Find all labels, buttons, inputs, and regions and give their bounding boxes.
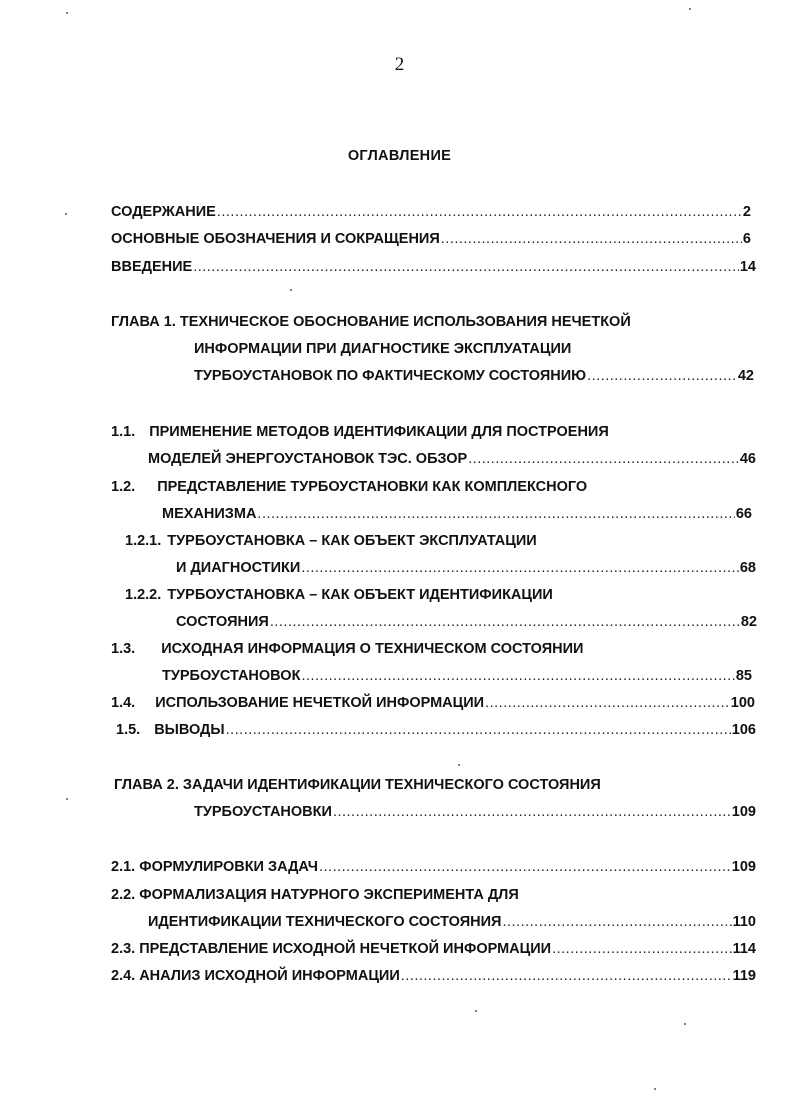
section-1-2-2-line2[interactable] [176,612,757,632]
section-number: 1.2.1. [125,533,162,549]
page-number: 2 [394,54,405,75]
section-1-2-1-line1[interactable] [125,531,751,551]
toc-leader-dots [587,366,737,386]
section-1-1-line2[interactable] [148,449,756,469]
toc-entry-page: 14 [739,259,756,275]
toc-entry-page: 2 [742,204,751,220]
toc-entry-page: 119 [732,968,756,984]
toc-leader-dots [485,693,730,713]
section-label: СОСТОЯНИЯ [176,614,269,630]
toc-leader-dots [193,257,739,277]
section-label: МОДЕЛЕЙ ЭНЕРГОУСТАНОВОК ТЭС. ОБЗОР [148,451,468,467]
scan-speck [66,798,68,800]
scan-speck [689,8,691,10]
toc-leader-dots [257,504,734,524]
toc-entry-page: 106 [731,722,756,738]
section-1-5[interactable] [116,720,756,740]
toc-entry-page: 109 [731,859,756,875]
toc-entry-label: ВВЕДЕНИЕ [111,259,193,275]
toc-entry-page: 68 [739,560,756,576]
scan-speck [458,764,460,766]
section-label: ТУРБОУСТАНОВКА – КАК ОБЪЕКТ ЭКСПЛУАТАЦИИ [167,533,537,549]
section-number: 1.4. [111,695,136,711]
section-2-3[interactable] [111,939,756,959]
toc-entry-label: ОСНОВНЫЕ ОБОЗНАЧЕНИЯ И СОКРАЩЕНИЯ [111,231,440,247]
toc-leader-dots [552,939,732,959]
section-1-1-line1[interactable] [111,422,751,442]
toc-entry-page: 100 [730,695,755,711]
toc-entry-page: 109 [731,804,756,820]
section-1-2-1-line2[interactable] [176,558,756,578]
toc-title: ОГЛАВЛЕНИЕ [347,148,452,164]
toc-leader-dots [468,449,739,469]
toc-entry-page: 82 [740,614,757,630]
toc-entry-page: 46 [739,451,756,467]
toc-entry-page: 42 [737,368,754,384]
chapter-label: ТУРБОУСТАНОВОК ПО ФАКТИЧЕСКОМУ СОСТОЯНИЮ [194,368,587,384]
chapter-label: ТУРБОУСТАНОВКИ [194,804,332,820]
scan-speck [65,213,67,215]
toc-leader-dots [502,912,731,932]
section-label: ИДЕНТИФИКАЦИИ ТЕХНИЧЕСКОГО СОСТОЯНИЯ [148,914,502,930]
section-label: ТУРБОУСТАНОВОК [162,668,301,684]
section-label: ПРЕДСТАВЛЕНИЕ ТУРБОУСТАНОВКИ КАК КОМПЛЕКСНОГО [157,479,588,495]
section-label: ПРИМЕНЕНИЕ МЕТОДОВ ИДЕНТИФИКАЦИИ ДЛЯ ПОСТРОЕНИЯ [149,424,609,440]
section-1-2-line1[interactable] [111,477,751,497]
section-number: 1.2.2. [125,587,162,603]
section-1-2-line2[interactable] [162,504,752,524]
toc-leader-dots [319,857,731,877]
toc-entry-contents[interactable] [111,202,751,222]
section-1-3-line1[interactable] [111,639,751,659]
section-number: 1.2. [111,479,136,495]
chapter-1-heading-line3[interactable] [194,366,754,386]
toc-entry-page: 66 [735,506,752,522]
section-label: ФОРМУЛИРОВКИ ЗАДАЧ [139,859,318,875]
section-2-2-line2[interactable] [148,912,756,932]
section-number: 1.1. [111,424,136,440]
toc-leader-dots [226,720,731,740]
section-number: 1.3. [111,641,136,657]
section-label: ИСПОЛЬЗОВАНИЕ НЕЧЕТКОЙ ИНФОРМАЦИИ [155,695,485,711]
scan-speck [654,1088,656,1090]
section-2-2-line1[interactable] [111,885,751,905]
toc-entry-introduction[interactable] [111,257,756,277]
scan-speck [66,12,68,14]
toc-entry-label: СОДЕРЖАНИЕ [111,204,216,220]
toc-leader-dots [217,202,742,222]
section-label: ФОРМАЛИЗАЦИЯ НАТУРНОГО ЭКСПЕРИМЕНТА ДЛЯ [139,887,519,903]
section-number: 2.4. [111,968,136,984]
scan-speck [475,1010,477,1012]
section-label: ПРЕДСТАВЛЕНИЕ ИСХОДНОЙ НЕЧЕТКОЙ ИНФОРМАЦИИ [139,941,552,957]
toc-leader-dots [401,966,732,986]
toc-leader-dots [441,229,742,249]
section-label: ВЫВОДЫ [154,722,225,738]
section-1-3-line2[interactable] [162,666,752,686]
scan-speck [290,289,292,291]
chapter-label: ГЛАВА 2. ЗАДАЧИ ИДЕНТИФИКАЦИИ ТЕХНИЧЕСКОГО СОСТОЯНИЯ [114,777,601,793]
toc-entry-page: 114 [732,941,756,957]
chapter-2-heading-line1[interactable] [114,775,754,795]
toc-leader-dots [301,558,739,578]
section-1-4[interactable] [111,693,755,713]
section-label: ИСХОДНАЯ ИНФОРМАЦИЯ О ТЕХНИЧЕСКОМ СОСТОЯНИИ [161,641,584,657]
toc-leader-dots [333,802,731,822]
section-label: ТУРБОУСТАНОВКА – КАК ОБЪЕКТ ИДЕНТИФИКАЦИИ [167,587,553,603]
toc-entry-page: 110 [732,914,756,930]
toc-entry-page: 85 [735,668,752,684]
section-label: МЕХАНИЗМА [162,506,257,522]
section-number: 1.5. [116,722,141,738]
section-label: И ДИАГНОСТИКИ [176,560,301,576]
section-number: 2.1. [111,859,136,875]
section-number: 2.3. [111,941,136,957]
section-2-4[interactable] [111,966,756,986]
toc-entry-page: 6 [742,231,751,247]
chapter-1-heading-line1[interactable] [111,312,751,332]
chapter-2-heading-line2[interactable] [194,802,756,822]
scan-speck [684,1023,686,1025]
section-1-2-2-line1[interactable] [125,585,751,605]
toc-leader-dots [270,612,740,632]
chapter-label: ГЛАВА 1. ТЕХНИЧЕСКОЕ ОБОСНОВАНИЕ ИСПОЛЬЗОВАНИЯ НЕЧЕТКОЙ [111,314,631,330]
toc-leader-dots [301,666,734,686]
toc-entry-abbreviations[interactable] [111,229,751,249]
section-number: 2.2. [111,887,136,903]
chapter-1-heading-line2 [194,339,754,359]
section-label: АНАЛИЗ ИСХОДНОЙ ИНФОРМАЦИИ [139,968,400,984]
section-2-1[interactable] [111,857,756,877]
chapter-label: ИНФОРМАЦИИ ПРИ ДИАГНОСТИКЕ ЭКСПЛУАТАЦИИ [194,341,572,357]
